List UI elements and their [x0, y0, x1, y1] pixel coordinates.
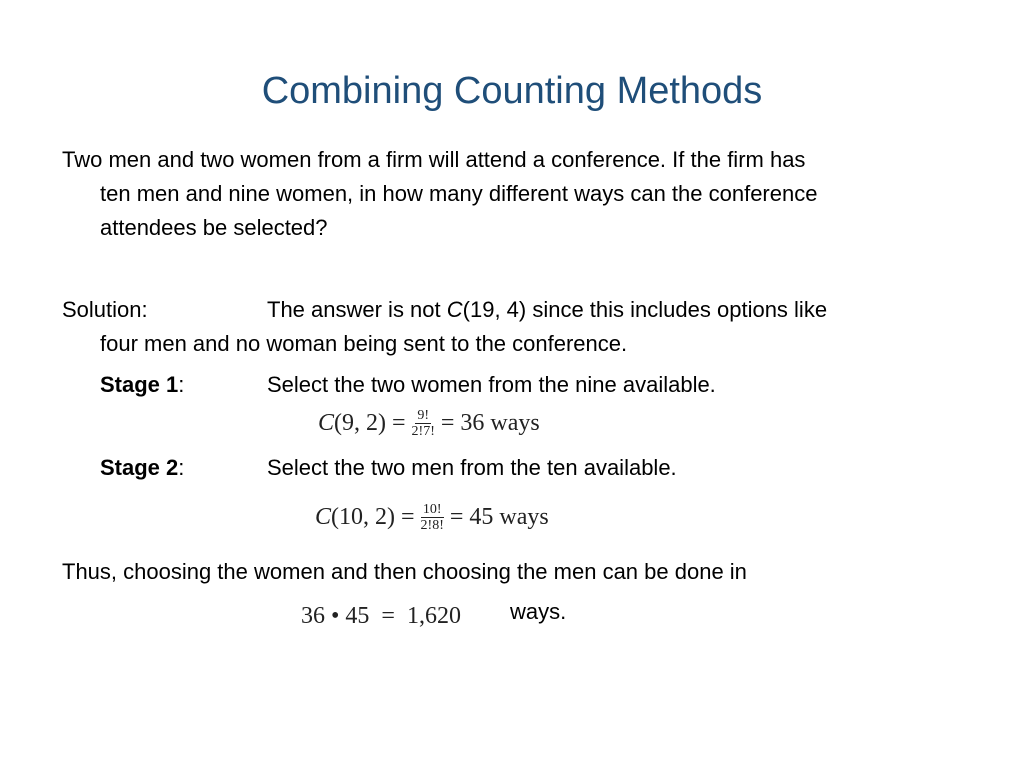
- conclusion-ways: ways.: [510, 599, 567, 624]
- problem-line-1: Two men and two women from a firm will attend a conference. If the firm has: [62, 147, 806, 172]
- solution-line-2: four men and no woman being sent to the conference.: [100, 331, 628, 356]
- slide-title: Combining Counting Methods: [261, 70, 763, 112]
- stage1-fraction: $\frac{9!}{2!7!}$: [411, 407, 435, 439]
- stage1-formula: C (9, 2) = $\frac{9!}{2!7!}$ = 36 ways: [318, 407, 540, 439]
- solution-label: Solution:: [62, 297, 148, 322]
- stage2-text: Select the two men from the ten available.: [267, 455, 677, 480]
- conclusion-text: Thus, choosing the women and then choosing the men can be done in: [62, 559, 747, 584]
- stage1-text: Select the two women from the nine available.: [267, 372, 716, 397]
- solution-text: The answer is not C(19, 4) since this includes options like: [267, 297, 828, 322]
- stage2-formula: C (10, 2) = $\frac{10!}{2!8!}$ = 45 ways: [315, 501, 549, 533]
- problem-line-3: attendees be selected?: [100, 215, 328, 240]
- problem-line-2: ten men and nine women, in how many different ways can the conference: [100, 181, 818, 206]
- stage2-label: Stage 2:: [100, 455, 185, 480]
- conclusion-formula: 36 • 45 = 1,620: [301, 602, 461, 629]
- stage1-label: Stage 1:: [100, 372, 185, 397]
- stage2-fraction: $\frac{10!}{2!8!}$: [420, 501, 444, 533]
